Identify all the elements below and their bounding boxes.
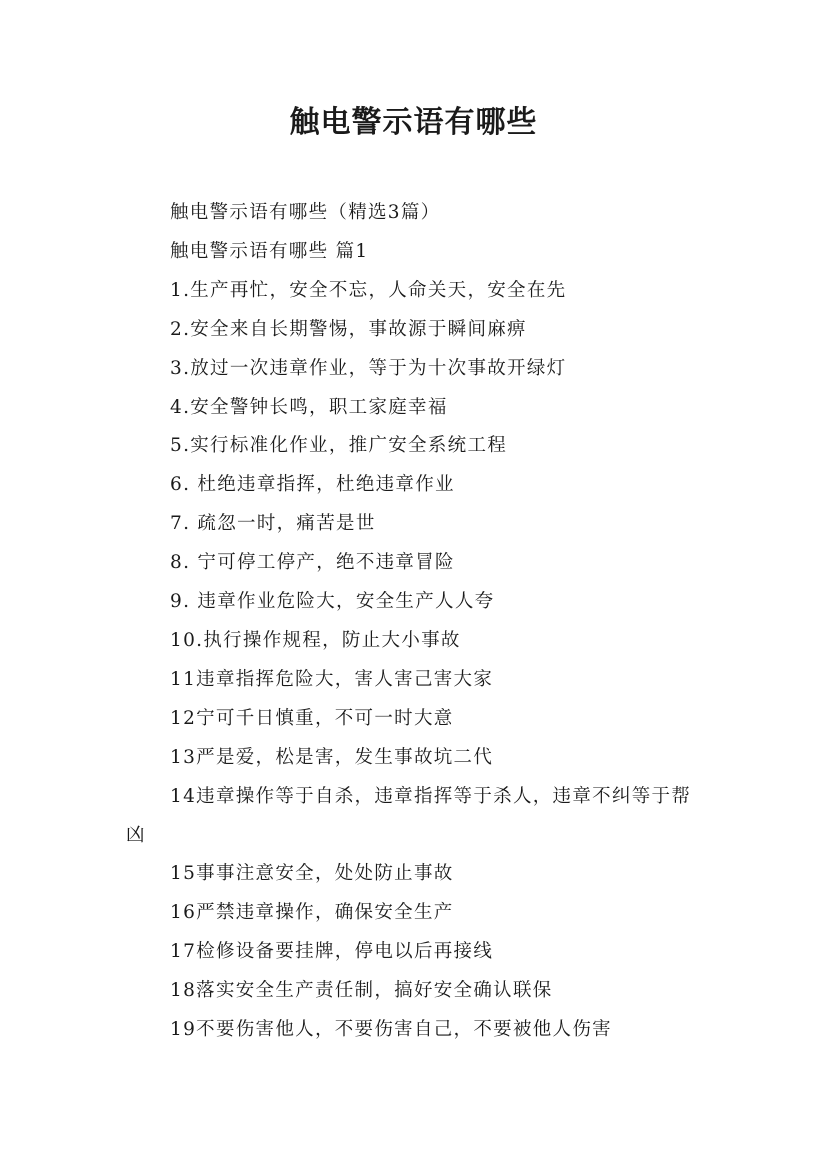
list-item: 4.安全警钟长鸣，职工家庭幸福: [170, 396, 448, 418]
list-item: 10.执行操作规程，防止大小事故: [170, 629, 461, 651]
list-item: 11违章指挥危险大，害人害己害大家: [170, 668, 494, 690]
list-item: 19不要伤害他人，不要伤害自己，不要被他人伤害: [170, 1019, 612, 1041]
list-item: 3.放过一次违章作业，等于为十次事故开绿灯: [170, 357, 567, 379]
list-item: 17检修设备要挂牌，停电以后再接线: [170, 941, 494, 963]
list-item: 2.安全来自长期警惕，事故源于瞬间麻痹: [170, 318, 527, 340]
list-item: 7. 疏忽一时，痛苦是世: [170, 513, 376, 535]
list-item: 5.实行标准化作业，推广安全系统工程: [170, 435, 508, 457]
list-item: 13严是爱，松是害，发生事故坑二代: [170, 746, 494, 768]
list-item: 16严禁违章操作，确保安全生产: [170, 902, 454, 924]
document-body: [126, 194, 706, 1050]
list-item: 8. 宁可停工停产，绝不违章冒险: [170, 552, 455, 574]
list-item: 1.生产再忙，安全不忘，人命关天，安全在先: [170, 279, 567, 301]
list-item: 15事事注意安全，处处防止事故: [170, 863, 454, 885]
list-item: 9. 违章作业危险大，安全生产人人夸: [170, 591, 495, 613]
list-item: 18落实安全生产责任制，搞好安全确认联保: [170, 980, 553, 1002]
list-item: 12宁可千日慎重，不可一时大意: [170, 707, 454, 729]
section-heading: 触电警示语有哪些 篇1: [170, 240, 369, 262]
document-title: 触电警示语有哪些: [289, 105, 538, 140]
list-item: 6. 杜绝违章指挥，杜绝违章作业: [170, 474, 455, 496]
subtitle-line: 触电警示语有哪些（精选3篇）: [170, 202, 441, 223]
list-item: 14违章操作等于自杀，违章指挥等于杀人，违章不纠等于帮凶: [126, 785, 692, 846]
